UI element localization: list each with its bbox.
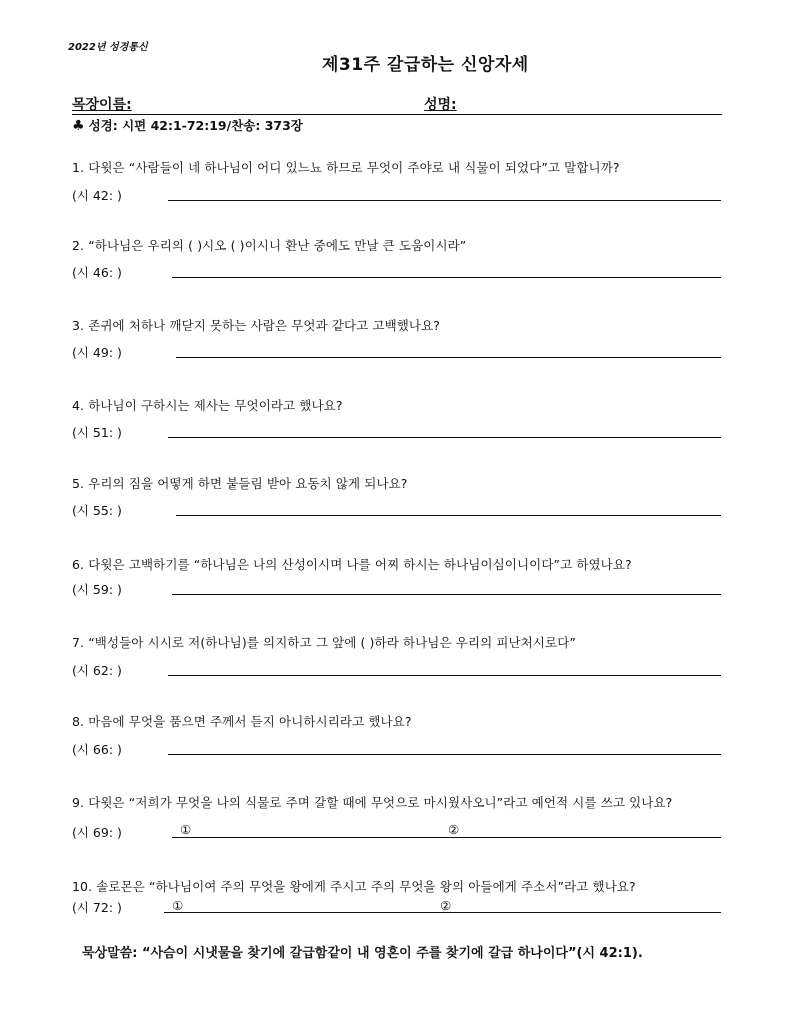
answer-line-2[interactable] — [172, 277, 721, 278]
question-9-ref: (시 69: ) — [72, 825, 122, 840]
scripture-text: 성경: 시편 42:1-72:19/찬송: 373장 — [88, 118, 303, 133]
answer-line-8[interactable] — [168, 754, 721, 755]
question-4: 4. 하나님이 구하시는 제사는 무엇이라고 했나요? — [72, 398, 343, 413]
question-6: 6. 다윗은 고백하기를 “하나님은 나의 산성이시며 나를 어찌 하시는 하나님이심이니이다”고 하였나요? — [72, 557, 632, 572]
question-5-ref: (시 55: ) — [72, 503, 122, 518]
question-3: 3. 존귀에 처하나 깨닫지 못하는 사람은 무엇과 같다고 고백했나요? — [72, 318, 440, 333]
club-icon: ♣ — [72, 118, 85, 134]
answer-line-7[interactable] — [168, 675, 721, 676]
question-6-ref: (시 59: ) — [72, 582, 122, 597]
parish-label: 목장이름: — [72, 97, 132, 113]
question-2-ref: (시 46: ) — [72, 265, 122, 280]
question-4-ref: (시 51: ) — [72, 425, 122, 440]
answer-mark-2: ② — [440, 898, 452, 913]
question-10: 10. 솔로몬은 “하나님이여 주의 무엇을 왕에게 주시고 주의 무엇을 왕의 아들에게 주소서”라고 했나요? — [72, 879, 636, 894]
question-7: 7. “백성들아 시시로 저(하나님)를 의지하고 그 앞에 ( )하라 하나님은 우리의 피난처시로다” — [72, 635, 576, 650]
answer-line-10[interactable] — [164, 912, 721, 913]
scripture-reference — [72, 116, 303, 134]
name-label: 성명: — [424, 97, 457, 113]
answer-line-9[interactable] — [172, 837, 721, 838]
answer-line-6[interactable] — [172, 594, 721, 595]
question-9: 9. 다윗은 “저희가 무엇을 나의 식물로 주며 갈할 때에 무엇으로 마시웠사오니”라고 예언적 시를 쓰고 있나요? — [72, 795, 673, 810]
answer-mark-1: ① — [172, 898, 184, 913]
question-10-ref: (시 72: ) — [72, 900, 122, 915]
answer-line-5[interactable] — [176, 515, 721, 516]
question-1: 1. 다윗은 “사람들이 네 하나님이 어디 있느뇨 하므로 무엇이 주야로 내 식물이 되었다”고 말합니까? — [72, 160, 620, 175]
question-7-ref: (시 62: ) — [72, 663, 122, 678]
question-8-ref: (시 66: ) — [72, 742, 122, 757]
answer-mark-2: ② — [448, 822, 460, 837]
answer-mark-1: ① — [180, 822, 192, 837]
question-2: 2. “하나님은 우리의 ( )시오 ( )이시니 환난 중에도 만날 큰 도움이시라” — [72, 238, 467, 253]
question-5: 5. 우리의 짐을 어떻게 하면 붙들림 받아 요동치 않게 되나요? — [72, 476, 408, 491]
answer-line-4[interactable] — [168, 437, 721, 438]
question-8: 8. 마음에 무엇을 품으면 주께서 듣지 아니하시리라고 했나요? — [72, 714, 412, 729]
answer-line-3[interactable] — [176, 357, 721, 358]
page-title: 제31주 갈급하는 신앙자세 — [322, 55, 529, 75]
question-3-ref: (시 49: ) — [72, 345, 122, 360]
meditation-verse: 묵상말씀: “사슴이 시냇물을 찾기에 갈급함같이 내 영혼이 주를 찾기에 갈급 하나이다”(시 42:1). — [82, 946, 643, 961]
info-fields — [72, 92, 722, 115]
question-1-ref: (시 42: ) — [72, 188, 122, 203]
header-tag: 2022년 성경통신 — [68, 42, 148, 53]
answer-line-1[interactable] — [168, 200, 721, 201]
